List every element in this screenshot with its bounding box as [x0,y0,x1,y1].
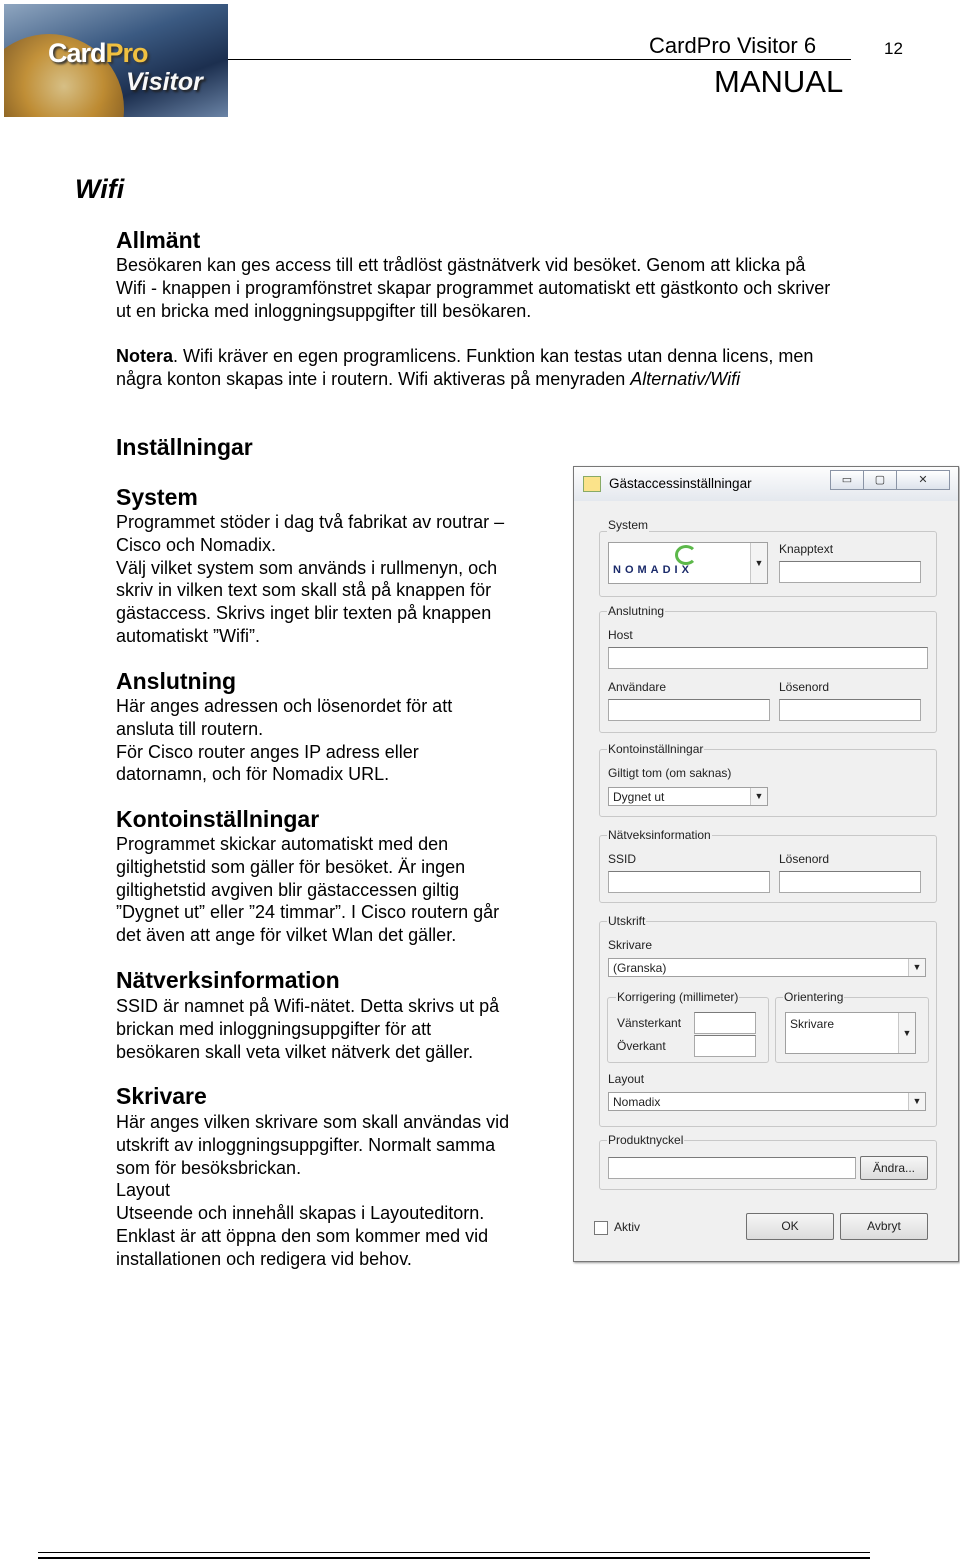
heading-system: System [116,484,198,510]
konto-group-label: Kontoinställningar [608,742,704,756]
korrigering-group-label: Korrigering (millimeter) [617,990,739,1004]
allmant-line: Besökaren kan ges access till ett trådlöst gästnätverk vid besöket. Genom att klicka på [116,255,806,275]
dialog-titlebar [574,467,958,501]
produktnyckel-group-label: Produktnyckel [608,1133,684,1147]
header-product: CardPro Visitor 6 [649,33,817,58]
aktiv-label: Aktiv [614,1220,641,1234]
guest-access-settings-dialog [573,466,959,1262]
system-paragraph [116,511,504,648]
produktnyckel-input[interactable] [608,1157,856,1179]
konto-line: ”Dygnet ut” eller ”24 timmar”. I Cisco routern går [116,902,500,923]
skrivare-line: installationen och redigera vid behov. [116,1248,412,1269]
losenord-input[interactable] [779,699,921,721]
skrivare-line: Enklast är att öppna den som kommer med vid [116,1225,489,1246]
avbryt-button[interactable]: Avbryt [840,1213,928,1240]
minimize-button[interactable]: ▭ [830,470,864,490]
anvandare-label: Användare [608,680,667,694]
dialog-title: Gästaccessinställningar [609,476,752,491]
skrivare-line: Layout [116,1180,171,1201]
overkant-input[interactable] [694,1035,756,1057]
natverk-group-label: Nätveksinformation [608,828,711,842]
layout-select[interactable] [608,1092,926,1111]
skrivare-select[interactable] [608,958,926,977]
footer-rule-thick [38,1557,870,1559]
system-select[interactable] [608,542,768,584]
footer-rule-thin [38,1552,870,1553]
konto-line: det även att ange för vilket Wlan det gäller. [116,925,457,946]
note-paragraph [116,345,813,391]
natverk-line: brickan med inloggningsuppgifter för att [116,1018,432,1039]
heading-installningar: Inställningar [116,434,253,460]
vansterkant-label: Vänsterkant [617,1016,682,1030]
losenord-label: Lösenord [779,680,830,694]
orientering-select[interactable] [785,1012,916,1054]
skrivare-line: Utseende och innehåll skapas i Layouteditorn. [116,1203,485,1224]
chevron-down-icon[interactable]: ▼ [908,1093,925,1110]
giltigt-select[interactable] [608,787,768,806]
konto-line: giltighetstid som gäller för besöket. Är ingen [116,856,466,877]
utskrift-group-label: Utskrift [608,914,646,928]
natverk-paragraph [116,995,499,1063]
konto-line: Programmet skickar automatiskt med den [116,834,449,854]
anslutning-paragraph [116,695,452,786]
anslutning-line: Här anges adressen och lösenordet för att [116,696,453,716]
note-line-1: . Wifi kräver en egen programlicens. Funktion kan testas utan denna licens, men [173,346,814,366]
app-icon [583,476,601,492]
logo-card: Card [48,38,106,68]
system-line: gästaccess. Skrivs inget blir texten på knappen [116,603,492,624]
orientering-group-label: Orientering [784,990,844,1004]
heading-skrivare: Skrivare [116,1083,207,1109]
heading-allmant: Allmänt [116,227,201,253]
cardpro-visitor-logo [4,4,228,117]
anslutning-line: ansluta till routern. [116,718,264,739]
natverk-line: besökaren skall veta vilket nätverk det gäller. [116,1041,474,1062]
allmant-line: Wifi - knappen i programfönstret skapar programmet automatiskt ett gästkonto och skriver [116,277,831,298]
konto-paragraph [116,833,499,947]
anslutning-line: datornamn, och för Nomadix URL. [116,764,390,785]
skrivare-label: Skrivare [608,938,653,952]
knapptext-label: Knapptext [779,542,834,556]
allmant-line: ut en bricka med inloggningsuppgifter till besökaren. [116,300,532,321]
maximize-button[interactable]: ▢ [863,470,897,490]
host-input[interactable] [608,647,928,669]
host-label: Host [608,628,633,642]
ssid-label: SSID [608,852,637,866]
chevron-down-icon[interactable]: ▼ [898,1013,915,1053]
skrivare-selected-value: (Granska) [613,961,667,975]
close-button[interactable]: ✕ [896,470,950,490]
system-group-label: System [608,518,649,532]
anvandare-input[interactable] [608,699,770,721]
skrivare-line: utskrift av inloggningsuppgifter. Normalt samma [116,1134,496,1155]
skrivare-line: Här anges vilken skrivare som skall användas vid [116,1112,510,1132]
chevron-down-icon[interactable]: ▼ [908,959,925,976]
layout-selected-value: Nomadix [613,1095,661,1109]
layout-label: Layout [608,1072,645,1086]
chevron-down-icon[interactable]: ▼ [750,543,767,583]
logo-text-visitor: Visitor [126,68,203,96]
ok-button[interactable]: OK [746,1213,834,1240]
system-line: Välj vilket system som används i rullmenyn, och [116,557,498,578]
wifi-losenord-input[interactable] [779,871,921,893]
header-manual: MANUAL [714,64,844,99]
anslutning-line: För Cisco router anges IP adress eller [116,741,419,762]
header-rule [228,59,851,60]
logo-pro: Pro [105,38,148,68]
system-line: Programmet stöder i dag två fabrikat av routrar – [116,512,505,532]
chevron-down-icon[interactable]: ▼ [750,788,767,805]
allmant-paragraph [116,254,830,322]
overkant-label: Överkant [617,1039,666,1053]
giltigt-selected-value: Dygnet ut [613,790,665,804]
skrivare-paragraph [116,1111,509,1271]
section-title: Wifi [75,174,125,204]
wifi-losenord-label: Lösenord [779,852,830,866]
system-line: skriv in vilken text som skall stå på knappen för [116,580,492,601]
system-selected-value: NOMADIX [613,564,693,576]
orientering-selected-value: Skrivare [790,1017,835,1031]
skrivare-line: som för besöksbrickan. [116,1157,302,1178]
anslutning-group-label: Anslutning [608,604,665,618]
giltigt-label: Giltigt tom (om saknas) [608,766,732,780]
knapptext-input[interactable] [779,561,921,583]
aktiv-checkbox[interactable] [594,1221,608,1235]
konto-line: giltighetstid avgiven blir gästaccessen giltig [116,879,460,900]
heading-natverksinformation: Nätverksinformation [116,967,340,993]
logo-text-cardpro [48,38,148,69]
system-line: automatiskt ”Wifi”. [116,625,261,646]
heading-anslutning: Anslutning [116,668,237,694]
ssid-input[interactable] [608,871,770,893]
andra-button[interactable]: Ändra... [860,1156,928,1180]
natverk-line: SSID är namnet på Wifi-nätet. Detta skrivs ut på [116,996,500,1016]
note-label: Notera [116,346,174,366]
note-menu-path: Alternativ/Wifi [630,368,741,389]
page-number: 12 [884,39,903,58]
vansterkant-input[interactable] [694,1012,756,1034]
note-line-2: några konton skapas inte i routern. Wifi aktiveras på menyraden [116,368,631,389]
heading-kontoinstallningar: Kontoinställningar [116,806,320,832]
system-line: Cisco och Nomadix. [116,534,277,555]
